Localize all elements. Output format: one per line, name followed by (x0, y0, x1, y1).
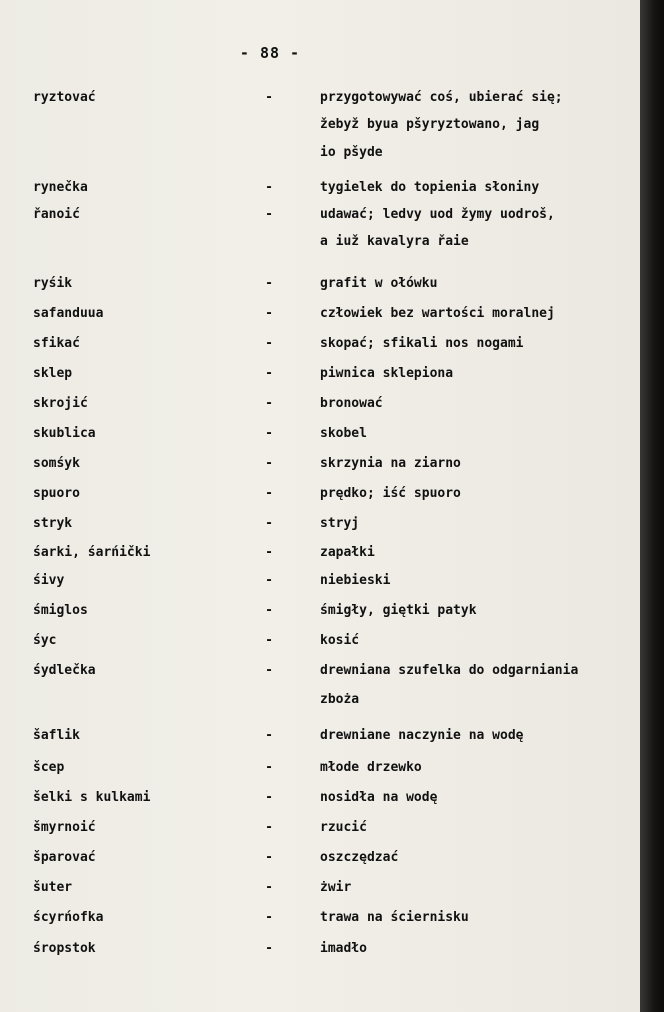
entry-definition-line: zapałki (320, 545, 375, 560)
entry-definition-line: a iuž kavalyra řaie (320, 234, 469, 249)
entry-headword: šuter (33, 880, 73, 895)
entry-definition-line: piwnica sklepiona (320, 366, 454, 381)
entry-dash: - (265, 760, 273, 775)
entry-dash: - (265, 790, 273, 805)
entry-definition-line: skobel (320, 426, 367, 441)
entry-headword: šcep (33, 760, 65, 775)
entry-headword: stryk (33, 516, 73, 531)
entry-definition-line: kosić (320, 633, 360, 648)
entry-definition-line: stryj (320, 516, 360, 531)
entry-dash: - (265, 366, 273, 381)
entry-definition-line: imadło (320, 941, 367, 956)
entry-headword: šelki s kulkami (33, 790, 151, 805)
entry-headword: śmiglos (33, 603, 88, 618)
entry-dash: - (265, 633, 273, 648)
entry-definition-line: człowiek bez wartości moralnej (320, 306, 555, 321)
entry-definition-line: bronować (320, 396, 383, 411)
entry-dash: - (265, 603, 273, 618)
entry-dash: - (265, 728, 273, 743)
entry-headword: šparovać (33, 850, 96, 865)
entry-definition-line: tygielek do topienia słoniny (320, 180, 540, 195)
entry-headword: śyc (33, 633, 57, 648)
entry-definition-line: oszczędzać (320, 850, 399, 865)
entry-definition-line: drewniane naczynie na wodę (320, 728, 524, 743)
entry-headword: šmyrnoić (33, 820, 96, 835)
page-number: - 88 - (239, 44, 301, 62)
entry-dash: - (265, 573, 273, 588)
entry-headword: šaflik (33, 728, 80, 743)
entry-definition-line: zboża (320, 692, 360, 707)
entry-definition-line: io pšyde (320, 145, 383, 160)
entry-dash: - (265, 276, 273, 291)
entry-headword: ryztovać (33, 90, 96, 105)
entry-definition-line: žebyž byua pšyryztowano, jag (320, 117, 540, 132)
entry-headword: śropstok (33, 941, 96, 956)
entry-dash: - (265, 396, 273, 411)
entry-definition-line: skrzynia na ziarno (320, 456, 461, 471)
entry-definition-line: grafit w ołówku (320, 276, 438, 291)
entry-headword: skrojić (33, 396, 88, 411)
entry-headword: spuoro (33, 486, 80, 501)
entry-dash: - (265, 486, 273, 501)
entry-headword: somśyk (33, 456, 80, 471)
entry-headword: rynečka (33, 180, 88, 195)
entry-dash: - (265, 336, 273, 351)
entry-dash: - (265, 545, 273, 560)
entry-definition-line: nosidła na wodę (320, 790, 438, 805)
entry-definition-line: niebieski (320, 573, 391, 588)
entry-dash: - (265, 426, 273, 441)
entry-definition-line: młode drzewko (320, 760, 422, 775)
entry-dash: - (265, 663, 273, 678)
entry-definition-line: żwir (320, 880, 352, 895)
entry-dash: - (265, 910, 273, 925)
entry-headword: śivy (33, 573, 65, 588)
entry-dash: - (265, 207, 273, 222)
entry-headword: řanoić (33, 207, 80, 222)
entry-definition-line: drewniana szufelka do odgarniania (320, 663, 579, 678)
entry-dash: - (265, 306, 273, 321)
entry-definition-line: skopać; sfikali nos nogami (320, 336, 524, 351)
entry-dash: - (265, 516, 273, 531)
entry-dash: - (265, 850, 273, 865)
entry-dash: - (265, 180, 273, 195)
entry-dash: - (265, 880, 273, 895)
entry-headword: śydlečka (33, 663, 96, 678)
entry-headword: ryśik (33, 276, 73, 291)
entry-dash: - (265, 90, 273, 105)
scan-page-edge (640, 0, 664, 1012)
entry-definition-line: udawać; ledvy uod žymy uodroš, (320, 207, 555, 222)
entry-headword: śarki, śarńički (33, 545, 151, 560)
entry-definition-line: śmigły, giętki patyk (320, 603, 477, 618)
entry-headword: sklep (33, 366, 73, 381)
entry-definition-line: rzucić (320, 820, 367, 835)
entry-dash: - (265, 941, 273, 956)
entry-headword: skublica (33, 426, 96, 441)
entry-definition-line: prędko; iść spuoro (320, 486, 461, 501)
entry-definition-line: przygotowywać coś, ubierać się; (320, 90, 563, 105)
entry-dash: - (265, 820, 273, 835)
entry-definition-line: trawa na ściernisku (320, 910, 469, 925)
entry-headword: ścyrńofka (33, 910, 104, 925)
entry-headword: sfikać (33, 336, 80, 351)
entry-headword: safanduua (33, 306, 104, 321)
entry-dash: - (265, 456, 273, 471)
